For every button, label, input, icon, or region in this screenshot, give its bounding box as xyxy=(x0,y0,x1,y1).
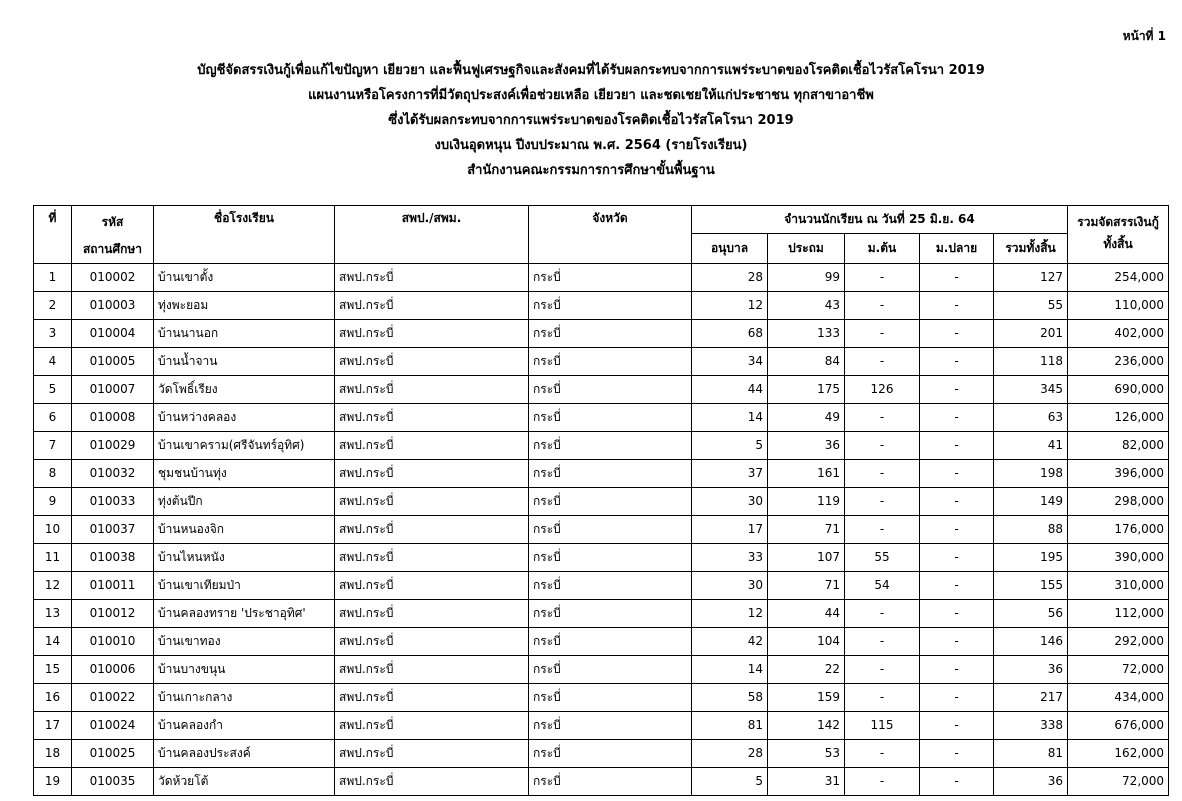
cell-no: 6 xyxy=(34,404,72,432)
cell-total-students: 198 xyxy=(994,460,1068,488)
cell-lower-secondary: - xyxy=(845,320,920,348)
cell-province: กระบี่ xyxy=(529,376,692,404)
header-primary: ประถม xyxy=(768,233,845,263)
cell-no: 18 xyxy=(34,740,72,768)
cell-upper-secondary: - xyxy=(920,628,994,656)
table-row xyxy=(34,348,1169,376)
cell-total-students: 155 xyxy=(994,572,1068,600)
cell-school-name: ทุ่งต้นปีก xyxy=(154,488,335,516)
cell-school-name: บ้านคลองทราย 'ประชาอุทิศ' xyxy=(154,600,335,628)
cell-total-students: 56 xyxy=(994,600,1068,628)
cell-school-code: 010002 xyxy=(72,264,154,292)
cell-school-code: 010038 xyxy=(72,544,154,572)
cell-school-name: บ้านไหนหนัง xyxy=(154,544,335,572)
cell-allocation-amount: 690,000 xyxy=(1068,376,1169,404)
cell-no: 16 xyxy=(34,684,72,712)
cell-school-code: 010003 xyxy=(72,292,154,320)
cell-school-name: บ้านคลองกำ xyxy=(154,712,335,740)
cell-school-code: 010005 xyxy=(72,348,154,376)
cell-area-office: สพป.กระบี่ xyxy=(335,488,529,516)
cell-area-office: สพป.กระบี่ xyxy=(335,712,529,740)
table-row xyxy=(34,432,1169,460)
cell-total-students: 41 xyxy=(994,432,1068,460)
cell-no: 2 xyxy=(34,292,72,320)
cell-total-students: 127 xyxy=(994,264,1068,292)
cell-school-name: บ้านเขาเทียมป่า xyxy=(154,572,335,600)
cell-upper-secondary: - xyxy=(920,712,994,740)
cell-total-students: 195 xyxy=(994,544,1068,572)
cell-lower-secondary: - xyxy=(845,292,920,320)
cell-allocation-amount: 112,000 xyxy=(1068,600,1169,628)
cell-allocation-amount: 126,000 xyxy=(1068,404,1169,432)
cell-allocation-amount: 402,000 xyxy=(1068,320,1169,348)
cell-total-students: 118 xyxy=(994,348,1068,376)
cell-allocation-amount: 176,000 xyxy=(1068,516,1169,544)
cell-area-office: สพป.กระบี่ xyxy=(335,656,529,684)
cell-no: 12 xyxy=(34,572,72,600)
table-body xyxy=(34,264,1169,796)
cell-upper-secondary: - xyxy=(920,320,994,348)
cell-province: กระบี่ xyxy=(529,460,692,488)
cell-no: 19 xyxy=(34,768,72,796)
cell-primary: 71 xyxy=(768,572,845,600)
cell-area-office: สพป.กระบี่ xyxy=(335,544,529,572)
cell-upper-secondary: - xyxy=(920,264,994,292)
cell-primary: 99 xyxy=(768,264,845,292)
cell-lower-secondary: - xyxy=(845,432,920,460)
table-row xyxy=(34,600,1169,628)
header-lower-secondary: ม.ต้น xyxy=(845,233,920,263)
cell-province: กระบี่ xyxy=(529,684,692,712)
cell-total-students: 88 xyxy=(994,516,1068,544)
header-alloc-line-2: ทั้งสิ้น xyxy=(1103,237,1133,251)
cell-upper-secondary: - xyxy=(920,544,994,572)
cell-school-code: 010012 xyxy=(72,600,154,628)
table-row xyxy=(34,572,1169,600)
cell-allocation-amount: 310,000 xyxy=(1068,572,1169,600)
cell-no: 3 xyxy=(34,320,72,348)
cell-allocation-amount: 676,000 xyxy=(1068,712,1169,740)
cell-no: 7 xyxy=(34,432,72,460)
cell-kindergarten: 42 xyxy=(692,628,768,656)
cell-upper-secondary: - xyxy=(920,488,994,516)
header-student-count: จำนวนนักเรียน ณ วันที่ 25 มิ.ย. 64 xyxy=(692,206,1068,234)
page-number: หน้าที่ 1 xyxy=(1122,29,1166,43)
table-row xyxy=(34,460,1169,488)
cell-school-name: บ้านเกาะกลาง xyxy=(154,684,335,712)
cell-total-students: 201 xyxy=(994,320,1068,348)
cell-school-name: ทุ่งพะยอม xyxy=(154,292,335,320)
cell-no: 9 xyxy=(34,488,72,516)
cell-lower-secondary: - xyxy=(845,516,920,544)
cell-school-code: 010025 xyxy=(72,740,154,768)
cell-no: 4 xyxy=(34,348,72,376)
header-upper-secondary: ม.ปลาย xyxy=(920,233,994,263)
cell-primary: 175 xyxy=(768,376,845,404)
cell-lower-secondary: - xyxy=(845,684,920,712)
cell-province: กระบี่ xyxy=(529,572,692,600)
cell-lower-secondary: - xyxy=(845,404,920,432)
cell-no: 1 xyxy=(34,264,72,292)
cell-school-code: 010033 xyxy=(72,488,154,516)
table-row xyxy=(34,488,1169,516)
cell-upper-secondary: - xyxy=(920,348,994,376)
cell-lower-secondary: - xyxy=(845,600,920,628)
header-school-name: ชื่อโรงเรียน xyxy=(154,206,335,264)
cell-school-code: 010035 xyxy=(72,768,154,796)
cell-area-office: สพป.กระบี่ xyxy=(335,768,529,796)
cell-province: กระบี่ xyxy=(529,432,692,460)
cell-area-office: สพป.กระบี่ xyxy=(335,684,529,712)
table-row xyxy=(34,292,1169,320)
cell-province: กระบี่ xyxy=(529,264,692,292)
cell-total-students: 217 xyxy=(994,684,1068,712)
cell-upper-secondary: - xyxy=(920,572,994,600)
cell-school-name: บ้านเขาตั้ง xyxy=(154,264,335,292)
cell-primary: 159 xyxy=(768,684,845,712)
table-row xyxy=(34,768,1169,796)
cell-total-students: 36 xyxy=(994,656,1068,684)
cell-lower-secondary: 54 xyxy=(845,572,920,600)
cell-school-name: บ้านคลองประสงค์ xyxy=(154,740,335,768)
table-row xyxy=(34,712,1169,740)
cell-total-students: 81 xyxy=(994,740,1068,768)
header-kindergarten: อนุบาล xyxy=(692,233,768,263)
cell-kindergarten: 34 xyxy=(692,348,768,376)
cell-lower-secondary: - xyxy=(845,488,920,516)
cell-no: 5 xyxy=(34,376,72,404)
cell-school-name: บ้านเขาทอง xyxy=(154,628,335,656)
cell-school-code: 010032 xyxy=(72,460,154,488)
cell-upper-secondary: - xyxy=(920,376,994,404)
cell-allocation-amount: 254,000 xyxy=(1068,264,1169,292)
header-code-line-2: สถานศึกษา xyxy=(82,242,143,256)
header-no: ที่ xyxy=(34,206,72,264)
cell-province: กระบี่ xyxy=(529,320,692,348)
cell-area-office: สพป.กระบี่ xyxy=(335,264,529,292)
cell-primary: 133 xyxy=(768,320,845,348)
table-row xyxy=(34,740,1169,768)
cell-upper-secondary: - xyxy=(920,600,994,628)
cell-province: กระบี่ xyxy=(529,656,692,684)
cell-area-office: สพป.กระบี่ xyxy=(335,516,529,544)
cell-area-office: สพป.กระบี่ xyxy=(335,740,529,768)
cell-province: กระบี่ xyxy=(529,348,692,376)
cell-kindergarten: 5 xyxy=(692,768,768,796)
cell-school-name: บ้านหว่างคลอง xyxy=(154,404,335,432)
cell-allocation-amount: 292,000 xyxy=(1068,628,1169,656)
cell-lower-secondary: 115 xyxy=(845,712,920,740)
cell-school-code: 010007 xyxy=(72,376,154,404)
cell-province: กระบี่ xyxy=(529,516,692,544)
cell-upper-secondary: - xyxy=(920,292,994,320)
cell-lower-secondary: - xyxy=(845,768,920,796)
cell-area-office: สพป.กระบี่ xyxy=(335,600,529,628)
table-row xyxy=(34,516,1169,544)
table-row xyxy=(34,656,1169,684)
cell-kindergarten: 12 xyxy=(692,292,768,320)
cell-total-students: 146 xyxy=(994,628,1068,656)
header-area-office: สพป./สพม. xyxy=(335,206,529,264)
cell-school-code: 010029 xyxy=(72,432,154,460)
cell-kindergarten: 17 xyxy=(692,516,768,544)
cell-province: กระบี่ xyxy=(529,740,692,768)
cell-primary: 71 xyxy=(768,516,845,544)
cell-area-office: สพป.กระบี่ xyxy=(335,628,529,656)
cell-primary: 36 xyxy=(768,432,845,460)
cell-total-students: 36 xyxy=(994,768,1068,796)
cell-province: กระบี่ xyxy=(529,712,692,740)
cell-upper-secondary: - xyxy=(920,404,994,432)
cell-school-code: 010004 xyxy=(72,320,154,348)
cell-school-code: 010024 xyxy=(72,712,154,740)
cell-kindergarten: 68 xyxy=(692,320,768,348)
cell-primary: 44 xyxy=(768,600,845,628)
cell-no: 14 xyxy=(34,628,72,656)
cell-upper-secondary: - xyxy=(920,656,994,684)
cell-school-code: 010008 xyxy=(72,404,154,432)
cell-allocation-amount: 236,000 xyxy=(1068,348,1169,376)
table-row xyxy=(34,320,1169,348)
cell-kindergarten: 81 xyxy=(692,712,768,740)
cell-lower-secondary: - xyxy=(845,264,920,292)
cell-upper-secondary: - xyxy=(920,768,994,796)
cell-kindergarten: 30 xyxy=(692,572,768,600)
cell-kindergarten: 14 xyxy=(692,656,768,684)
cell-kindergarten: 14 xyxy=(692,404,768,432)
title-line-5: สำนักงานคณะกรรมการการศึกษาขั้นพื้นฐาน xyxy=(467,163,715,178)
cell-school-name: วัดโพธิ์เรียง xyxy=(154,376,335,404)
header-total-students: รวมทั้งสิ้น xyxy=(994,233,1068,263)
cell-area-office: สพป.กระบี่ xyxy=(335,572,529,600)
table-row xyxy=(34,376,1169,404)
cell-area-office: สพป.กระบี่ xyxy=(335,292,529,320)
table-row xyxy=(34,544,1169,572)
cell-primary: 142 xyxy=(768,712,845,740)
cell-upper-secondary: - xyxy=(920,740,994,768)
cell-area-office: สพป.กระบี่ xyxy=(335,432,529,460)
cell-total-students: 55 xyxy=(994,292,1068,320)
table-row xyxy=(34,684,1169,712)
cell-primary: 119 xyxy=(768,488,845,516)
cell-lower-secondary: 126 xyxy=(845,376,920,404)
header-school-code xyxy=(72,206,154,264)
table-row xyxy=(34,404,1169,432)
cell-kindergarten: 28 xyxy=(692,264,768,292)
cell-school-name: บ้านน้ำจาน xyxy=(154,348,335,376)
cell-no: 13 xyxy=(34,600,72,628)
cell-no: 8 xyxy=(34,460,72,488)
cell-area-office: สพป.กระบี่ xyxy=(335,460,529,488)
table-row xyxy=(34,264,1169,292)
cell-school-name: ชุมชนบ้านทุ่ง xyxy=(154,460,335,488)
cell-allocation-amount: 434,000 xyxy=(1068,684,1169,712)
cell-no: 11 xyxy=(34,544,72,572)
cell-kindergarten: 44 xyxy=(692,376,768,404)
document-titles xyxy=(0,58,1182,183)
cell-lower-secondary: - xyxy=(845,460,920,488)
cell-kindergarten: 33 xyxy=(692,544,768,572)
cell-area-office: สพป.กระบี่ xyxy=(335,404,529,432)
title-line-3: ซึ่งได้รับผลกระทบจากการแพร่ระบาดของโรคติดเชื้อไวรัสโคโรนา 2019 xyxy=(388,113,794,128)
header-province: จังหวัด xyxy=(529,206,692,264)
cell-allocation-amount: 390,000 xyxy=(1068,544,1169,572)
cell-primary: 104 xyxy=(768,628,845,656)
cell-school-code: 010006 xyxy=(72,656,154,684)
cell-no: 17 xyxy=(34,712,72,740)
cell-primary: 31 xyxy=(768,768,845,796)
cell-area-office: สพป.กระบี่ xyxy=(335,320,529,348)
cell-upper-secondary: - xyxy=(920,460,994,488)
cell-school-name: บ้านนานอก xyxy=(154,320,335,348)
cell-lower-secondary: - xyxy=(845,740,920,768)
header-code-line-1: รหัส xyxy=(101,215,124,229)
table-row xyxy=(34,628,1169,656)
cell-school-code: 010011 xyxy=(72,572,154,600)
title-line-1: บัญชีจัดสรรเงินกู้เพื่อแก้ไขปัญหา เยียวยา และฟื้นฟูเศรษฐกิจและสังคมที่ได้รับผลกระทบจากการแพร่ระบาดของโรคติดเชื้อไวรัสโคโรนา 2019 xyxy=(197,63,985,78)
cell-total-students: 338 xyxy=(994,712,1068,740)
cell-kindergarten: 28 xyxy=(692,740,768,768)
cell-allocation-amount: 396,000 xyxy=(1068,460,1169,488)
cell-primary: 84 xyxy=(768,348,845,376)
cell-lower-secondary: - xyxy=(845,628,920,656)
cell-kindergarten: 58 xyxy=(692,684,768,712)
cell-school-code: 010037 xyxy=(72,516,154,544)
cell-allocation-amount: 72,000 xyxy=(1068,656,1169,684)
cell-school-code: 010022 xyxy=(72,684,154,712)
cell-primary: 22 xyxy=(768,656,845,684)
cell-upper-secondary: - xyxy=(920,432,994,460)
cell-allocation-amount: 162,000 xyxy=(1068,740,1169,768)
cell-upper-secondary: - xyxy=(920,516,994,544)
cell-province: กระบี่ xyxy=(529,404,692,432)
cell-area-office: สพป.กระบี่ xyxy=(335,348,529,376)
cell-allocation-amount: 72,000 xyxy=(1068,768,1169,796)
title-line-4: งบเงินอุดหนุน ปีงบประมาณ พ.ศ. 2564 (รายโรงเรียน) xyxy=(434,138,748,153)
cell-primary: 107 xyxy=(768,544,845,572)
cell-province: กระบี่ xyxy=(529,768,692,796)
cell-primary: 43 xyxy=(768,292,845,320)
cell-kindergarten: 12 xyxy=(692,600,768,628)
cell-lower-secondary: - xyxy=(845,348,920,376)
cell-kindergarten: 5 xyxy=(692,432,768,460)
cell-area-office: สพป.กระบี่ xyxy=(335,376,529,404)
cell-allocation-amount: 110,000 xyxy=(1068,292,1169,320)
cell-kindergarten: 37 xyxy=(692,460,768,488)
cell-primary: 49 xyxy=(768,404,845,432)
cell-school-code: 010010 xyxy=(72,628,154,656)
cell-school-name: บ้านหนองจิก xyxy=(154,516,335,544)
cell-province: กระบี่ xyxy=(529,544,692,572)
cell-total-students: 149 xyxy=(994,488,1068,516)
table-header xyxy=(34,206,1169,264)
cell-province: กระบี่ xyxy=(529,600,692,628)
header-alloc-line-1: รวมจัดสรรเงินกู้ xyxy=(1077,215,1159,229)
cell-province: กระบี่ xyxy=(529,628,692,656)
cell-kindergarten: 30 xyxy=(692,488,768,516)
cell-province: กระบี่ xyxy=(529,292,692,320)
cell-total-students: 345 xyxy=(994,376,1068,404)
header-total-allocation xyxy=(1068,206,1169,264)
cell-school-name: วัดห้วยโต้ xyxy=(154,768,335,796)
cell-no: 10 xyxy=(34,516,72,544)
cell-lower-secondary: - xyxy=(845,656,920,684)
cell-allocation-amount: 82,000 xyxy=(1068,432,1169,460)
cell-no: 15 xyxy=(34,656,72,684)
allocation-table xyxy=(33,205,1169,796)
cell-allocation-amount: 298,000 xyxy=(1068,488,1169,516)
cell-school-name: บ้านเขาคราม(ศรีจันทร์อุทิศ) xyxy=(154,432,335,460)
cell-lower-secondary: 55 xyxy=(845,544,920,572)
cell-primary: 161 xyxy=(768,460,845,488)
cell-total-students: 63 xyxy=(994,404,1068,432)
cell-primary: 53 xyxy=(768,740,845,768)
cell-upper-secondary: - xyxy=(920,684,994,712)
cell-province: กระบี่ xyxy=(529,488,692,516)
cell-school-name: บ้านบางขนุน xyxy=(154,656,335,684)
title-line-2: แผนงานหรือโครงการที่มีวัตถุประสงค์เพื่อช่วยเหลือ เยียวยา และชดเชยให้แก่ประชาชน ทุกสาขาอาชีพ xyxy=(308,88,874,103)
